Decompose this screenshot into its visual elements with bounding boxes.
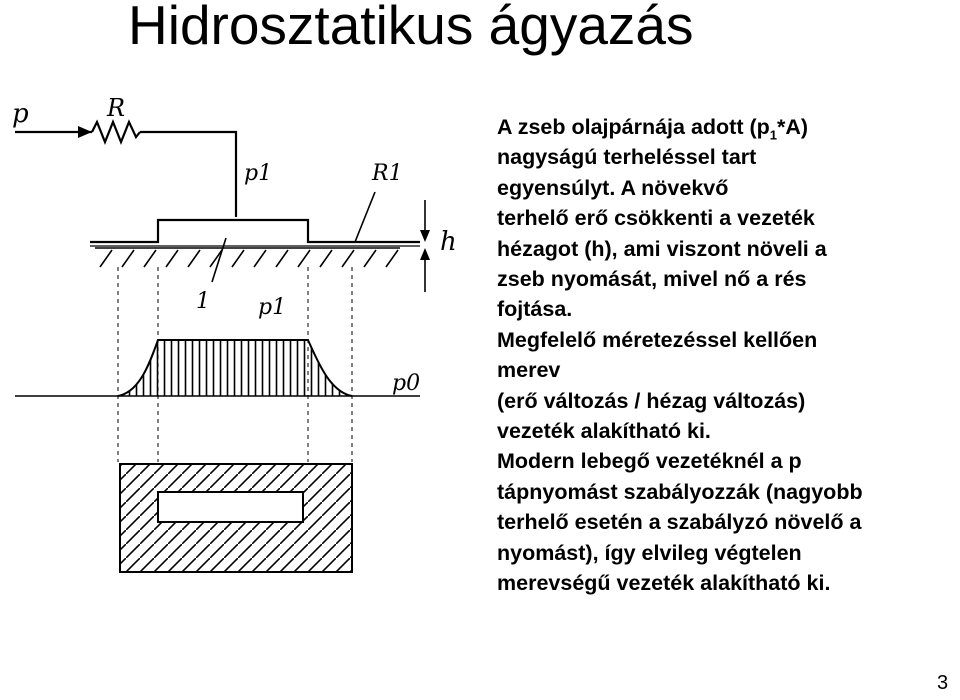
label-r1: R1	[372, 161, 403, 186]
text-line: A zseb olajpárnája adott $(p_1*A)$	[497, 115, 809, 143]
text-line: fojtása.	[497, 297, 573, 322]
label-r: R	[107, 94, 126, 122]
text-line: Modern lebegő vezetéknél a p	[497, 449, 802, 474]
label-1: 1	[196, 289, 210, 314]
label-p1-bottom: p1	[258, 295, 287, 320]
description-text	[497, 112, 957, 599]
text-line: zseb nyomását, mivel nő a rés	[497, 267, 807, 292]
text-line: merev	[497, 358, 561, 383]
text-line: merevségű vezeték alakítható ki.	[497, 571, 831, 596]
gap-arrow-up-icon	[420, 248, 430, 260]
label-p0: p0	[392, 371, 421, 396]
runner-pad	[90, 220, 420, 246]
gap-arrow-down-icon	[420, 230, 430, 242]
text-line: (erő változás / hézag változás)	[497, 388, 806, 413]
bearing-surface-hatch	[95, 248, 400, 267]
text-line: hézagot (h), ami viszont növeli a	[497, 236, 827, 261]
text-line: nyomást), így elvileg végtelen	[497, 540, 802, 565]
arrowhead-icon	[78, 126, 92, 138]
label-p: p	[12, 99, 29, 129]
text-line: vezeték alakítható ki.	[497, 419, 711, 444]
text-line: Megfelelő méretezéssel kellően	[497, 327, 818, 352]
text-line: nagyságú terheléssel tart	[497, 145, 757, 170]
text-line: terhelő erő csökkenti a vezeték	[497, 206, 815, 231]
text-line: egyensúlyt. A növekvő	[497, 175, 729, 200]
text-line: terhelő esetén a szabályzó növelő a	[497, 510, 862, 535]
text-line: tápnyomást szabályozzák (nagyobb	[497, 479, 863, 504]
hydrostatic-bearing-diagram	[0, 82, 480, 602]
label-p1-top: p1	[244, 161, 273, 186]
page-number: 3	[937, 672, 949, 694]
slide-title: Hidrosztatikus ágyazás	[128, 0, 694, 56]
pressure-distribution	[15, 340, 420, 396]
bearing-base	[120, 464, 352, 572]
supply-line	[15, 122, 236, 217]
label-h: h	[440, 227, 457, 257]
